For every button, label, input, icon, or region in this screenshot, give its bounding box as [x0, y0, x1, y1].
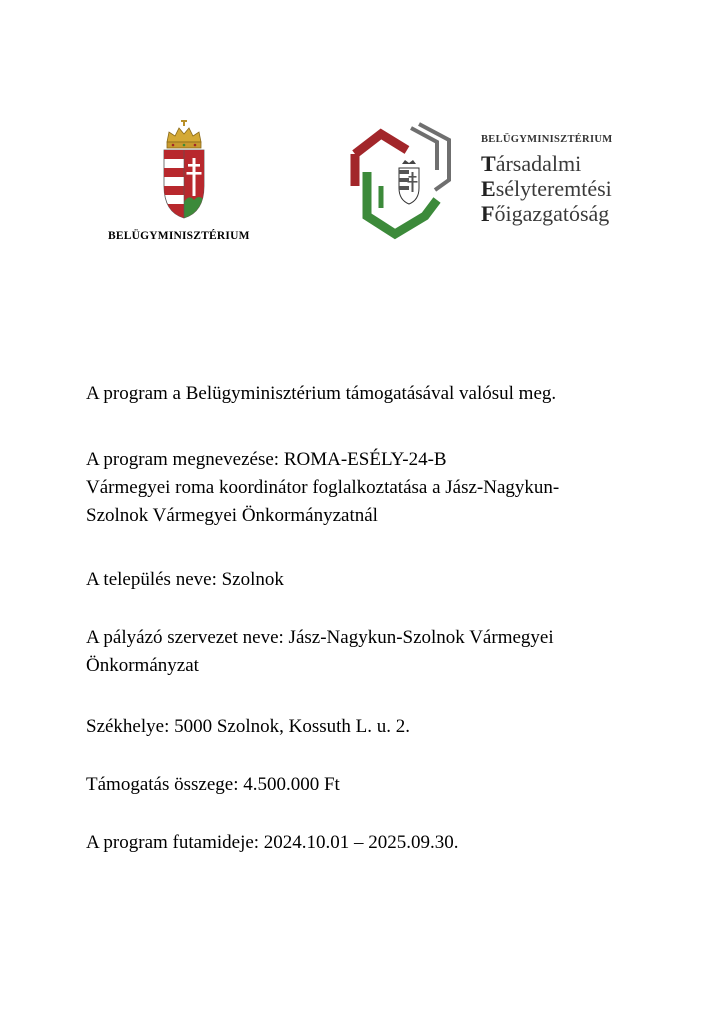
program-description-line-2: Szolnok Vármegyei Önkormányzatnál	[86, 505, 378, 526]
applicant-line-1: A pályázó szervezet neve: Jász-Nagykun-Szolnok Vármegyei	[86, 627, 554, 648]
applicant-line-2: Önkormányzat	[86, 655, 199, 676]
program-description-line-1: Vármegyei roma koordinátor foglalkoztatása a Jász-Nagykun-	[86, 477, 560, 498]
tesf-name-block	[481, 134, 651, 226]
support-statement: A program a Belügyminisztérium támogatásával valósul meg.	[86, 383, 557, 404]
program-name-block	[86, 446, 559, 530]
tesf-line-1: Társadalmi	[481, 151, 582, 176]
settlement-name: A település neve: Szolnok	[86, 569, 284, 590]
hexagon-emblem-icon	[345, 120, 470, 248]
support-amount: Támogatás összege: 4.500.000 Ft	[86, 774, 340, 795]
tesf-line-2: Esélyteremtési	[481, 176, 612, 201]
ministry-logo	[108, 120, 268, 250]
seat-address: Székhelye: 5000 Szolnok, Kossuth L. u. 2.	[86, 716, 411, 737]
tesf-logo	[345, 120, 645, 255]
hungarian-coat-of-arms-icon	[159, 120, 209, 220]
ministry-caption: BELÜGYMINISZTÉRIUM	[108, 230, 250, 242]
program-name: A program megnevezése: ROMA-ESÉLY-24-B	[86, 449, 447, 470]
tesf-top-label: BELÜGYMINISZTÉRIUM	[481, 134, 613, 145]
applicant-block	[86, 624, 554, 680]
tesf-line-3: Főigazgatóság	[481, 201, 610, 226]
program-duration: A program futamideje: 2024.10.01 – 2025.09.30.	[86, 832, 459, 853]
